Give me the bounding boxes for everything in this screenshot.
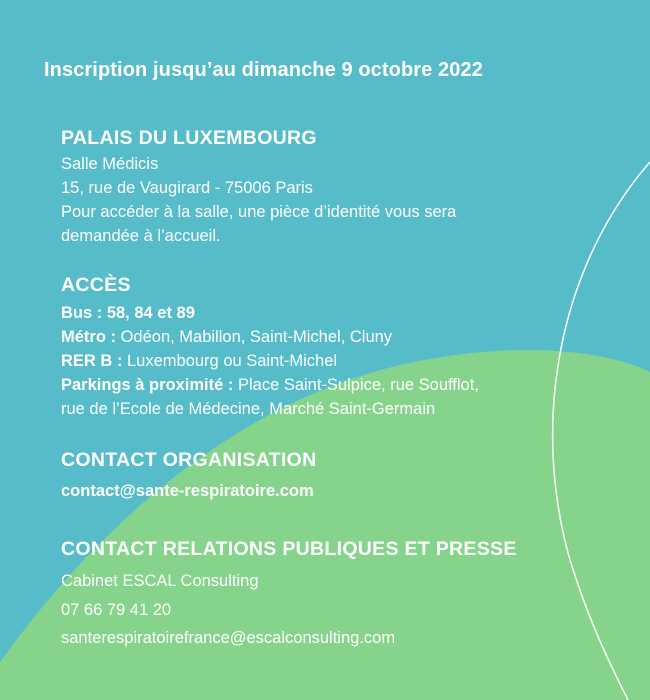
venue-title: PALAIS DU LUXEMBOURG bbox=[61, 127, 317, 149]
contact-organisation-section bbox=[61, 449, 601, 503]
access-metro-label: Métro : bbox=[61, 328, 116, 346]
access-rer-value: Luxembourg ou Saint-Michel bbox=[122, 352, 338, 370]
access-rer-label: RER B : bbox=[61, 352, 123, 370]
venue-room: Salle Médicis bbox=[61, 155, 159, 173]
contact-press-section bbox=[61, 538, 601, 653]
access-parking-label: Parkings à proximité : bbox=[61, 376, 234, 394]
contact-press-phone[interactable]: 07 66 79 41 20 bbox=[61, 600, 172, 619]
contact-organisation-title: CONTACT ORGANISATION bbox=[61, 449, 317, 471]
access-metro-value: Odéon, Mabillon, Saint-Michel, Cluny bbox=[116, 328, 393, 346]
access-bus: Bus : 58, 84 et 89 bbox=[61, 304, 195, 322]
registration-deadline: Inscription jusqu’au dimanche 9 octobre 2022 bbox=[44, 59, 483, 81]
contact-organisation-email[interactable]: contact@sante-respiratoire.com bbox=[61, 482, 314, 500]
venue-note-line1: Pour accéder à la salle, une pièce d’identité vous sera bbox=[61, 203, 457, 221]
access-title: ACCÈS bbox=[61, 274, 131, 296]
venue-address: 15, rue de Vaugirard - 75006 Paris bbox=[61, 179, 313, 197]
contact-press-email[interactable]: santerespiratoirefrance@escalconsulting.com bbox=[61, 629, 396, 647]
contact-press-title: CONTACT RELATIONS PUBLIQUES ET PRESSE bbox=[61, 538, 517, 560]
access-metro bbox=[61, 325, 601, 349]
access-parking-value: Place Saint-Sulpice, rue Soufflot, bbox=[233, 376, 479, 394]
venue-note-line2: demandée à l’accueil. bbox=[61, 227, 221, 245]
venue-section bbox=[61, 127, 601, 248]
access-parking bbox=[61, 373, 601, 397]
contact-press-company: Cabinet ESCAL Consulting bbox=[61, 572, 259, 590]
access-rer bbox=[61, 349, 601, 373]
access-section bbox=[61, 274, 601, 421]
access-parking-line2: rue de l’Ecole de Médecine, Marché Saint-Germain bbox=[61, 400, 436, 418]
